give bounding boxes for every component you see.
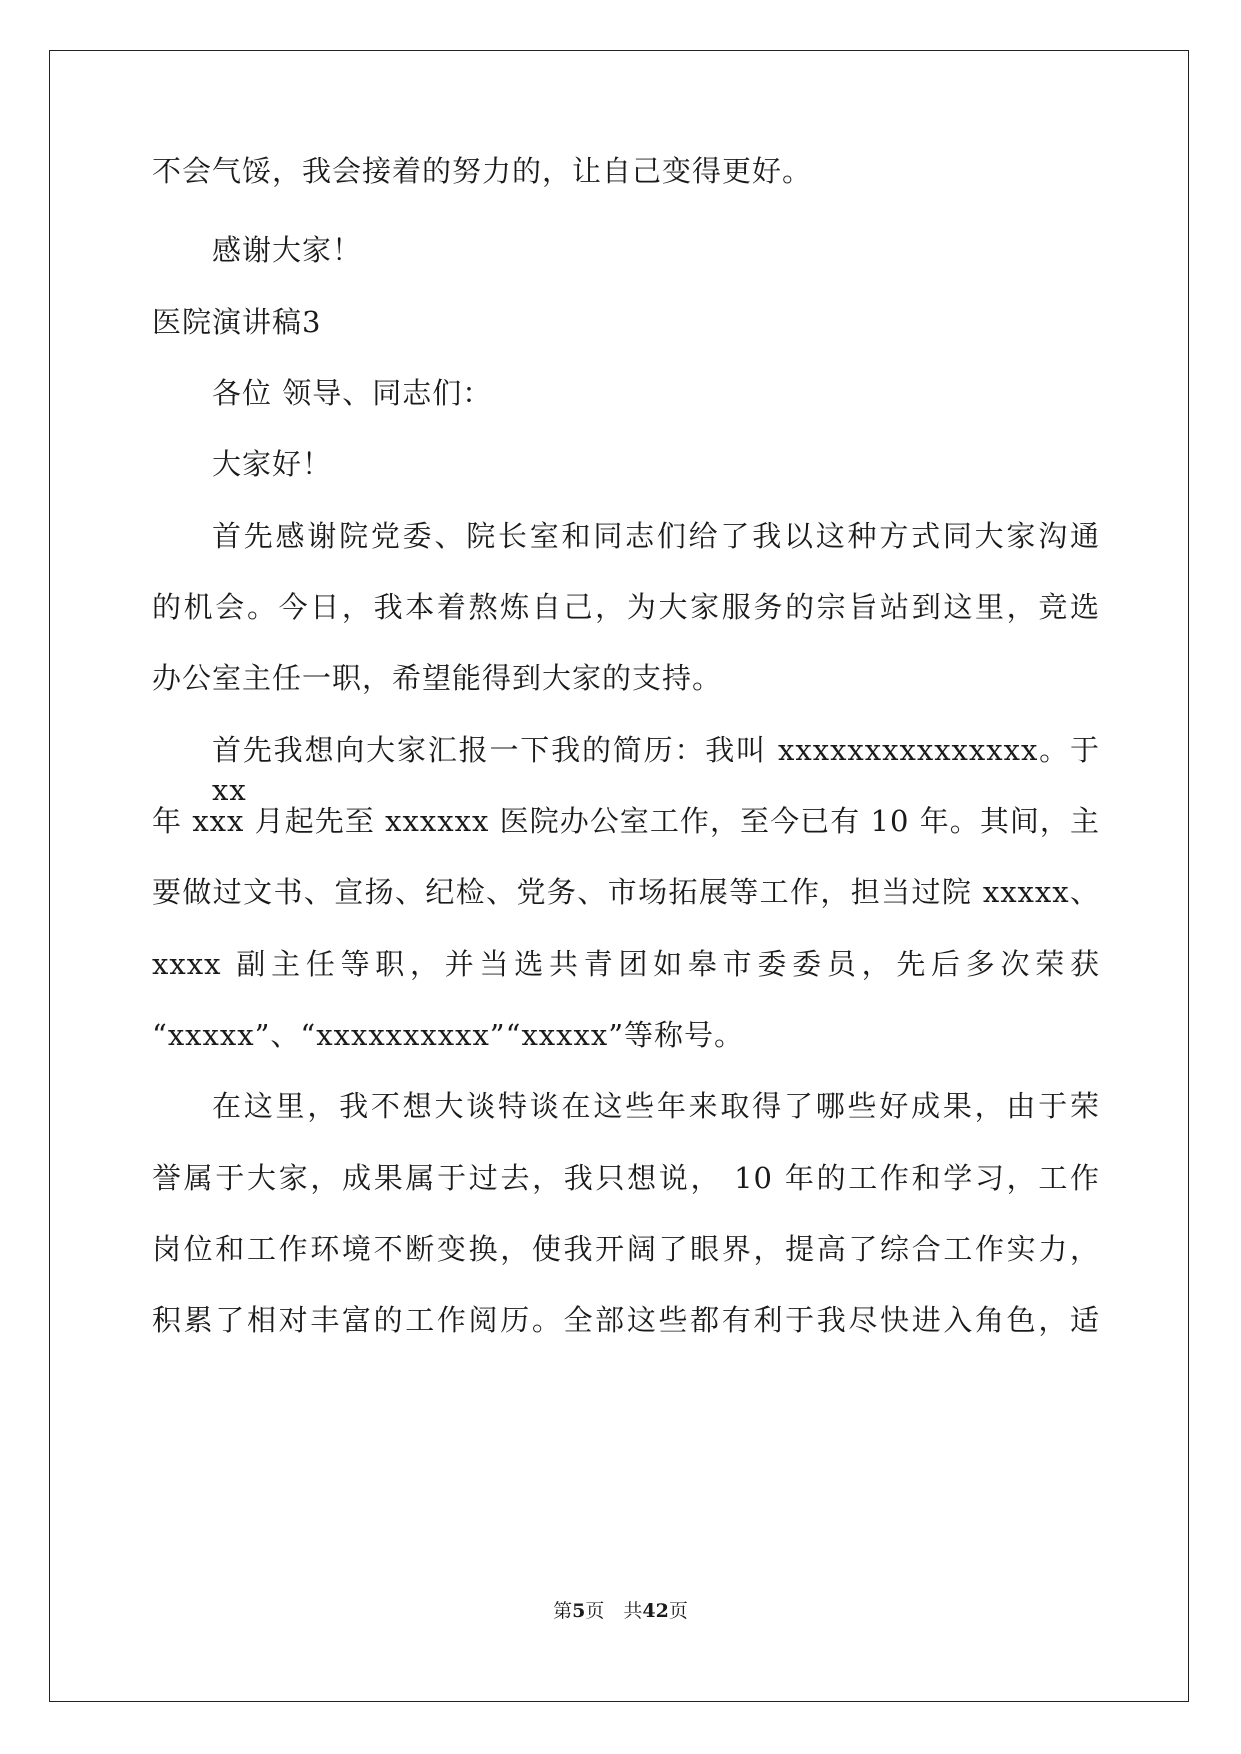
text-line: 积累了相对丰富的工作阅历。全部这些都有利于我尽快进入角色，适 bbox=[152, 1303, 1100, 1337]
text-line: 不会气馁，我会接着的努力的，让自己变得更好。 bbox=[152, 154, 813, 188]
footer-suffix: 页 bbox=[668, 1600, 688, 1622]
current-page-number: 5 bbox=[572, 1600, 586, 1622]
text-line: “xxxxx”、“xxxxxxxxxx”“xxxxx”等称号。 bbox=[152, 1018, 745, 1052]
footer-mid: 页 共 bbox=[585, 1600, 643, 1622]
section-heading: 医院演讲稿3 bbox=[152, 305, 322, 339]
total-page-count: 42 bbox=[642, 1600, 669, 1622]
page-footer bbox=[0, 1599, 1241, 1623]
text-line: 在这里，我不想大谈特谈在这些年来取得了哪些好成果，由于荣 bbox=[212, 1089, 1100, 1123]
text-line: 誉属于大家，成果属于过去，我只想说， 10 年的工作和学习，工作 bbox=[152, 1161, 1100, 1195]
text-line: 办公室主任一职，希望能得到大家的支持。 bbox=[152, 661, 723, 695]
text-line: 首先我想向大家汇报一下我的简历：我叫 xxxxxxxxxxxxxxx。于 xx bbox=[212, 733, 1100, 807]
footer-prefix: 第 bbox=[553, 1600, 573, 1622]
greeting: 大家好！ bbox=[212, 447, 333, 481]
text-line: 年 xxx 月起先至 xxxxxx 医院办公室工作，至今已有 10 年。其间，主 bbox=[152, 804, 1100, 838]
text-line: xxxx 副主任等职，并当选共青团如皋市委委员，先后多次荣获 bbox=[152, 947, 1100, 981]
text-line: 感谢大家！ bbox=[212, 233, 363, 267]
text-line: 要做过文书、宣扬、纪检、党务、市场拓展等工作，担当过院 xxxxx、 bbox=[152, 875, 1100, 909]
salutation: 各位 领导、同志们： bbox=[212, 376, 493, 410]
text-line: 岗位和工作环境不断变换，使我开阔了眼界，提高了综合工作实力， bbox=[152, 1232, 1100, 1266]
text-line: 的机会。今日，我本着熬炼自己，为大家服务的宗旨站到这里，竞选 bbox=[152, 590, 1100, 624]
text-line: 首先感谢院党委、院长室和同志们给了我以这种方式同大家沟通 bbox=[212, 519, 1100, 553]
